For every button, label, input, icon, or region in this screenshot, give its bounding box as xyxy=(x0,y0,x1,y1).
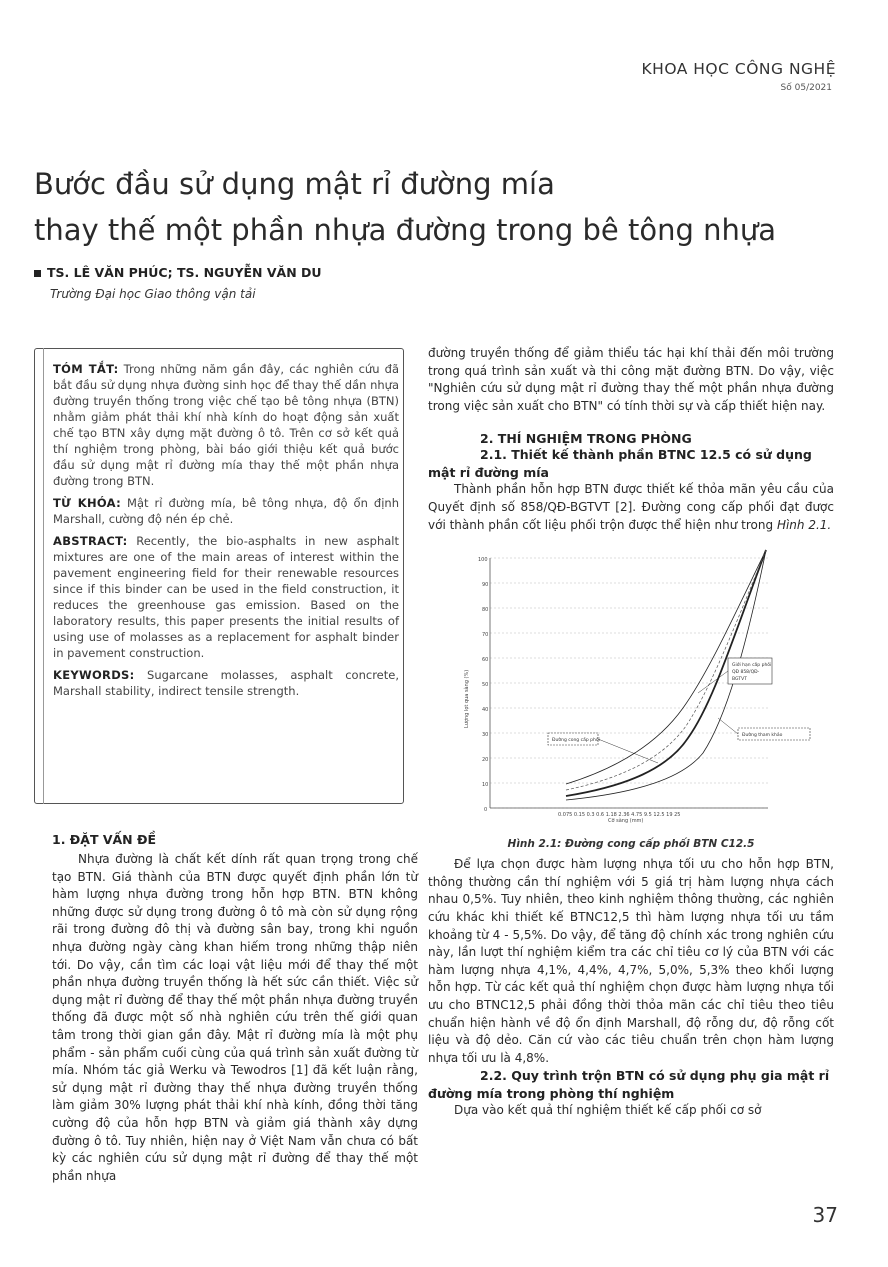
svg-text:70: 70 xyxy=(482,632,489,639)
svg-text:10: 10 xyxy=(482,782,489,789)
svg-text:Đường tham khảo: Đường tham khảo xyxy=(742,733,783,739)
paragraph-after-figure: Để lựa chọn được hàm lượng nhựa tối ưu cho hỗn hợp BTN, thông thường cần thí nghiệm với 5 giá trị hàm lượng nhựa cách nhau 0,5%. Tuy nhiên, theo kinh nghiệm thông thường, các nghiên cứu khác khi thiết kế BTNC12,5 thì hàm lượng nhựa tối ưu tầm khoảng từ 4 - 5,5%. Do vậy, để tăng độ chính xác trong nghiên cứu này, lần lượt thí nghiệm kiểm tra các chỉ tiêu cơ lý của BTN với các hàm lượng nhựa 4,1%, 4,4%, 4,7%, 5,0%, 5,3% theo khối lượng hỗn hợp. Từ các kết quả thí nghiệm chọn được hàm lượng nhựa tối ưu cho BTNC12,5 phải đồng thời thỏa mãn các chỉ tiêu theo tiêu chuẩn hiện hành về độ ổn định Marshall, độ rỗng dư, độ rỗng cốt liệu và độ dẻo. Căn cứ vào các tiêu chuẩn trên chọn hàm lượng nhựa tối ưu là 4,8%. xyxy=(428,857,834,1065)
figure-caption: Hình 2.1: Đường cong cấp phối BTN C12.5 xyxy=(507,838,755,851)
svg-text:BGTVT: BGTVT xyxy=(732,677,747,683)
svg-text:Cỡ sàng (mm): Cỡ sàng (mm) xyxy=(608,818,644,825)
svg-text:60: 60 xyxy=(482,657,489,664)
svg-text:0.075 0.15 0.3 0.6 1.1: 0.075 0.15 0.3 0.6 1.18 2.36 4.75 9.5 12.5 19 25 xyxy=(558,812,681,819)
subsection-2-1-heading: 2.1. Thiết kế thành phần BTNC 12.5 có sử dụng mật rỉ đường mía xyxy=(428,447,812,480)
svg-text:Đường cong cấp phối: Đường cong cấp phối xyxy=(552,738,600,744)
svg-text:QĐ 858/QĐ-: QĐ 858/QĐ- xyxy=(732,670,760,676)
section-tag: KHOA HỌC CÔNG NGHỆ xyxy=(641,60,836,78)
continued-paragraph: đường truyền thống để giảm thiểu tác hại khí thải đến môi trường trong quá trình sản xuất và thi công mặt đường BTN. Do vậy, việc "Nghiên cứu sử dụng mật rỉ đường thay thế một phần nhựa đường trong việc sản xuất cho BTN" có tính thời sự và cấp thiết hiện nay. xyxy=(428,346,834,413)
subsection-2-1-paragraph: Thành phần hỗn hợp BTN được thiết kế thỏa mãn yêu cầu của Quyết định số 858/QĐ-BGTVT [2]. Đường cong cấp phối đạt được với thành phần cốt liệu phối trộn được thể hiện như trong Hình 2.1. xyxy=(428,482,834,532)
tukhoa-paragraph: TỪ KHÓA: Mật rỉ đường mía, bê tông nhựa, độ ổn định Marshall, cường độ nén ép chẻ. xyxy=(53,496,399,526)
svg-text:Lượng lọt qua sàng (%): Lượng lọt qua sàng (%) xyxy=(464,669,470,729)
page-number: 37 xyxy=(812,1203,838,1227)
svg-text:90: 90 xyxy=(482,582,489,589)
issue-number: Số 05/2021 xyxy=(780,83,832,93)
title-line-1: Bước đầu sử dụng mật rỉ đường mía xyxy=(34,167,555,202)
section-2-heading: 2. THÍ NGHIỆM TRONG PHÒNG xyxy=(480,431,692,447)
grading-curve-chart xyxy=(428,538,834,834)
svg-text:Giới hạn cấp phối: Giới hạn cấp phối xyxy=(732,663,772,669)
bullet-square-icon xyxy=(34,270,41,277)
keywords-paragraph: KEYWORDS: Sugarcane molasses, asphalt concrete, Marshall stability, indirect tensile strength. xyxy=(53,668,399,698)
svg-text:30: 30 xyxy=(482,732,489,739)
svg-text:50: 50 xyxy=(482,682,489,689)
svg-text:100: 100 xyxy=(478,557,488,564)
svg-text:0: 0 xyxy=(484,807,488,814)
chart-svg xyxy=(428,538,834,834)
svg-text:40: 40 xyxy=(482,707,489,714)
abstract-paragraph: ABSTRACT: Recently, the bio-asphalts in new asphalt mixtures are one of the main areas of interest within the pavement engineering field for their renewable resources since if this binder can be used in the field construction, it reduces the greenhouse gas emission. Based on the laboratory results, this paper presents the initial results of using use of molasses as a replacement for asphalt binder in pavement construction. xyxy=(53,534,399,660)
svg-text:80: 80 xyxy=(482,607,489,614)
section-1-heading: 1. ĐẶT VẤN ĐỀ xyxy=(52,832,156,847)
affiliation: Trường Đại học Giao thông vận tải xyxy=(50,287,256,301)
subsection-2-2-heading: 2.2. Quy trình trộn BTN có sử dụng phụ gia mật rỉ đường mía trong phòng thí nghiệm xyxy=(428,1068,830,1101)
article-title xyxy=(34,161,834,253)
right-column xyxy=(428,345,834,1120)
authors: TS. LÊ VĂN PHÚC; TS. NGUYỄN VĂN DU xyxy=(34,265,322,280)
left-column xyxy=(52,832,418,1185)
tomtat-paragraph: TÓM TẮT: Trong những năm gần đây, các nghiên cứu đã bắt đầu sử dụng nhựa đường sinh học để thay thế dần nhựa đường truyền thống trong việc chế tạo bê tông nhựa (BTN) nhằm giảm phát thải khí nhà kính do hoạt động sản xuất chế tạo BTN xây dựng mặt đường ô tô. Trên cơ sở kết quả thí nghiệm trong phòng, bài báo giới thiệu kết quả bước đầu sử dụng mật rỉ đường mía thay thế một phần nhựa đường trong BTN. xyxy=(53,362,399,488)
svg-text:20: 20 xyxy=(482,757,489,764)
title-line-2: thay thế một phần nhựa đường trong bê tông nhựa xyxy=(34,213,777,248)
subsection-2-2-paragraph: Dựa vào kết quả thí nghiệm thiết kế cấp phối cơ sở xyxy=(454,1103,762,1118)
abstract-box xyxy=(34,348,404,804)
section-1-paragraph: Nhựa đường là chất kết dính rất quan trọng trong chế tạo BTN. Giá thành của BTN được quyết định phần lớn từ hàm lượng nhựa đường trong hỗn hợp BTN. BTN không những được sử dụng trong đường ô tô mà còn sử dụng rộng rãi trong đường đô thị và đường sân bay, trong khi nguồn nhựa đường ngày càng khan hiếm trong những thập niên tới. Do vậy, cần tìm các loại vật liệu mới để thay thế một phần nhựa đường truyền thống là hết sức cần thiết. Việc sử dụng mật rỉ đường để thay thế một phần nhựa đường truyền thống đã được một số nhà nghiên cứu trên thế giới quan tâm trong thời gian gần đây. Mật rỉ đường mía là một phụ phẩm - sản phẩm cuối cùng của quá trình sản xuất đường từ mía. Nhóm tác giả Werku và Tewodros [1] đã kết luận rằng, sử dụng mật rỉ đường thay thế nhựa đường truyền thống làm giảm 30% lượng phát thải khí nhà kính, đồng thời tăng cường độ của hỗn hợp BTN và giảm giá thành xây dựng đường ô tô. Tuy nhiên, hiện nay ở Việt Nam vẫn chưa có bất kỳ các nghiên cứu sử dụng mật rỉ đường để thay thế một phần nhựa xyxy=(52,852,418,1183)
